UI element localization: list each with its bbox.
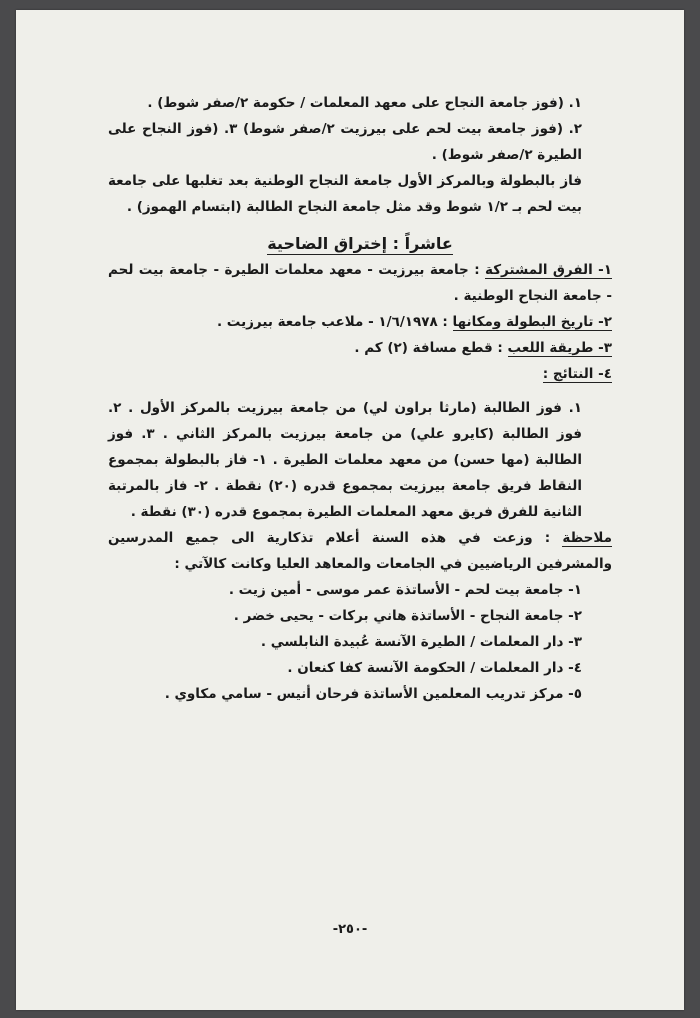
results-heading <box>108 361 612 387</box>
document-page <box>16 10 684 1010</box>
page-content <box>108 90 612 707</box>
date-place-label: ٢- تاريخ البطولة ومكانها <box>452 314 612 330</box>
method-item <box>108 335 612 361</box>
method-label: ٣- طريقة اللعب <box>507 340 612 356</box>
date-place-text: : ١/٦/١٩٧٨ - ملاعب جامعة بيرزيت . <box>216 314 453 330</box>
championship-summary: فاز بالبطولة وبالمركز الأول جامعة النجاح الوطنية بعد تغلبها على جامعة بيت لحم بـ ١/٢ شوط وقد مثل جامعة النجاح الطالبة (ابتسام الهموز) . <box>108 173 582 215</box>
page-number: -٢٥٠- <box>332 922 368 937</box>
method-text: : قطع مسافة (٢) كم . <box>354 340 508 356</box>
section-title: عاشراً : إختراق الضاحية <box>267 234 453 253</box>
award-line: ٤- دار المعلمات / الحكومة الآنسة كفا كنعان . <box>287 660 582 676</box>
teams-text: : جامعة بيرزيت - معهد معلمات الطيرة - جامعة بيت لحم - جامعة النجاح الوطنية . <box>108 262 612 304</box>
note-text: : وزعت في هذه السنة أعلام تذكارية الى جميع المدرسين والمشرفين الرياضيين في الجامعات والمعاهد العليا وكانت كالآتي : <box>108 530 612 572</box>
result-line: ١. (فوز جامعة النجاح على معهد المعلمات / حكومة ٢/صفر شوط) . <box>147 95 582 111</box>
note-label: ملاحظة <box>562 530 612 546</box>
section-heading <box>108 234 612 253</box>
note-item <box>108 525 612 577</box>
date-place-item <box>108 309 612 335</box>
teams-item <box>108 257 612 309</box>
spacer <box>108 387 612 395</box>
award-line: ٢- جامعة النجاح - الأساتذة هاني بركات - يحيى خضر . <box>233 608 582 624</box>
award-line: ١- جامعة بيت لحم - الأساتذة عمر موسى - أمين زيت . <box>228 582 582 598</box>
award-line: ٣- دار المعلمات / الطيرة الآنسة عُبيدة النابلسي . <box>260 634 582 650</box>
race-results: ١. فوز الطالبة (مارثا براون لي) من جامعة بيرزيت بالمركز الأول . ٢. فوز الطالبة (كايرو علي) من جامعة بيرزيت بالمركز الثاني . ٣. فوز الطالبة (مها حسن) من معهد معلمات الطيرة . ١- فاز بالبطولة بمجموع النقاط فريق جامعة بيرزيت بمجموع قدره (٢٠) نقطة . ٢- فاز بالمرتبة الثانية للفرق فريق معهد المعلمات الطيرة بمجموع قدره (٣٠) نقطة . <box>108 400 582 520</box>
result-line: ٢. (فوز جامعة بيت لحم على بيرزيت ٢/صفر شوط) ٣. (فوز النجاح على الطيرة ٢/صفر شوط) . <box>108 121 582 163</box>
results-label: ٤- النتائج : <box>542 366 612 382</box>
teams-label: ١- الفرق المشتركة <box>485 262 613 278</box>
award-line: ٥- مركز تدريب المعلمين الأساتذة فرحان أنيس - سامي مكاوي . <box>164 686 582 702</box>
